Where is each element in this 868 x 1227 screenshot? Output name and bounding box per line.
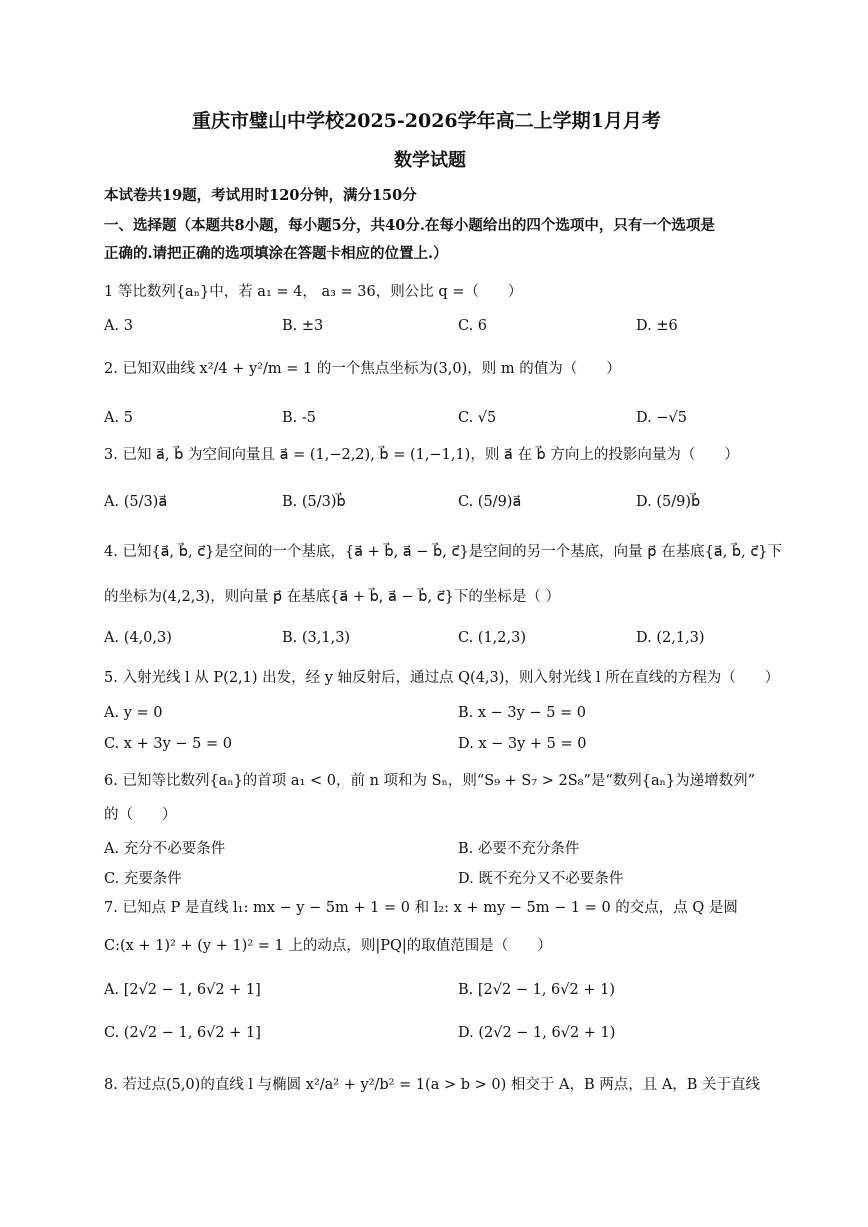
question-2-option-b: B. -5	[282, 410, 316, 426]
question-5-stem: 5. 入射光线 l 从 P(2,1) 出发，经 y 轴反射后，通过点 Q(4,3)，则入射光线 l 所在直线的方程为（ ）	[104, 670, 780, 686]
exam-intro: 本试卷共19题，考试用时120分钟，满分150分	[104, 187, 417, 204]
question-1-option-c: C. 6	[458, 318, 488, 334]
question-5-option-c: C. x + 3y − 5 = 0	[104, 736, 232, 752]
question-7-option-a: A. [2√2 − 1, 6√2 + 1]	[104, 982, 261, 998]
question-3-option-c: C. (5/9)a⃗	[458, 494, 522, 510]
question-2-option-d: D. −√5	[636, 410, 687, 426]
question-4-option-d: D. (2,1,3)	[636, 630, 705, 646]
section-heading-line1: 一、选择题（本题共8小题，每小题5分，共40分.在每小题给出的四个选项中，只有一个选项是	[104, 217, 715, 234]
question-5-option-d: D. x − 3y + 5 = 0	[458, 736, 587, 752]
question-4-option-a: A. (4,0,3)	[104, 630, 172, 646]
question-7-stem-line1: 7. 已知点 P 是直线 l₁: mx − y − 5m + 1 = 0 和 l₂: x + my − 5m − 1 = 0 的交点，点 Q 是圆	[104, 900, 738, 916]
page-subtitle: 数学试题	[394, 150, 466, 171]
question-6-option-a: A. 充分不必要条件	[104, 841, 226, 857]
question-6-stem-line2: 的（ ）	[104, 807, 177, 823]
question-3-stem: 3. 已知 a⃗, b⃗ 为空间向量且 a⃗ = (1,−2,2), b⃗ = (1,−1,1)，则 a⃗ 在 b⃗ 方向上的投影向量为（ ）	[104, 447, 739, 463]
question-3-option-b: B. (5/3)b⃗	[282, 494, 346, 510]
question-3-option-a: A. (5/3)a⃗	[104, 494, 168, 510]
question-3-option-d: D. (5/9)b⃗	[636, 494, 701, 510]
question-1-stem: 1 等比数列{aₙ}中，若 a₁ = 4， a₃ = 36，则公比 q =（ ）	[104, 284, 523, 300]
question-1-option-d: D. ±6	[636, 318, 678, 334]
question-2-option-c: C. √5	[458, 410, 497, 426]
question-6-option-b: B. 必要不充分条件	[458, 841, 580, 857]
question-5-option-b: B. x − 3y − 5 = 0	[458, 705, 587, 721]
question-1-option-b: B. ±3	[282, 318, 324, 334]
question-6-stem-line1: 6. 已知等比数列{aₙ}的首项 a₁ < 0，前 n 项和为 Sₙ，则“S₉ + S₇ > 2S₈”是“数列{aₙ}为递增数列”	[104, 773, 756, 789]
question-7-stem-line2: C:(x + 1)² + (y + 1)² = 1 上的动点，则|PQ|的取值范围是（ ）	[104, 938, 552, 954]
question-2-stem: 2. 已知双曲线 x²/4 + y²/m = 1 的一个焦点坐标为(3,0)，则 m 的值为（ ）	[104, 361, 621, 377]
question-7-option-d: D. (2√2 − 1, 6√2 + 1)	[458, 1025, 616, 1041]
question-8-stem: 8. 若过点(5,0)的直线 l 与椭圆 x²/a² + y²/b² = 1(a > b > 0) 相交于 A，B 两点，且 A，B 关于直线	[104, 1077, 761, 1093]
question-6-option-d: D. 既不充分又不必要条件	[458, 871, 624, 887]
question-7-option-b: B. [2√2 − 1, 6√2 + 1)	[458, 982, 615, 998]
question-4-stem-line1: 4. 已知{a⃗, b⃗, c⃗}是空间的一个基底，{a⃗ + b⃗, a⃗ − b⃗, c⃗}是空间的另一个基底，向量 p⃗ 在基底{a⃗, b⃗, c⃗}下	[104, 544, 783, 560]
question-4-option-c: C. (1,2,3)	[458, 630, 527, 646]
section-heading-line2: 正确的.请把正确的选项填涂在答题卡相应的位置上.）	[104, 245, 448, 262]
question-7-option-c: C. (2√2 − 1, 6√2 + 1]	[104, 1025, 261, 1041]
question-6-option-c: C. 充要条件	[104, 871, 182, 887]
page-title: 重庆市璧山中学校2025-2026学年高二上学期1月月考	[192, 110, 661, 132]
question-4-stem-line2: 的坐标为(4,2,3)，则向量 p⃗ 在基底{a⃗ + b⃗, a⃗ − b⃗, c⃗}下的坐标是（ ）	[104, 589, 561, 605]
question-5-option-a: A. y = 0	[104, 705, 163, 721]
question-2-option-a: A. 5	[104, 410, 133, 426]
question-4-option-b: B. (3,1,3)	[282, 630, 351, 646]
question-1-option-a: A. 3	[104, 318, 133, 334]
